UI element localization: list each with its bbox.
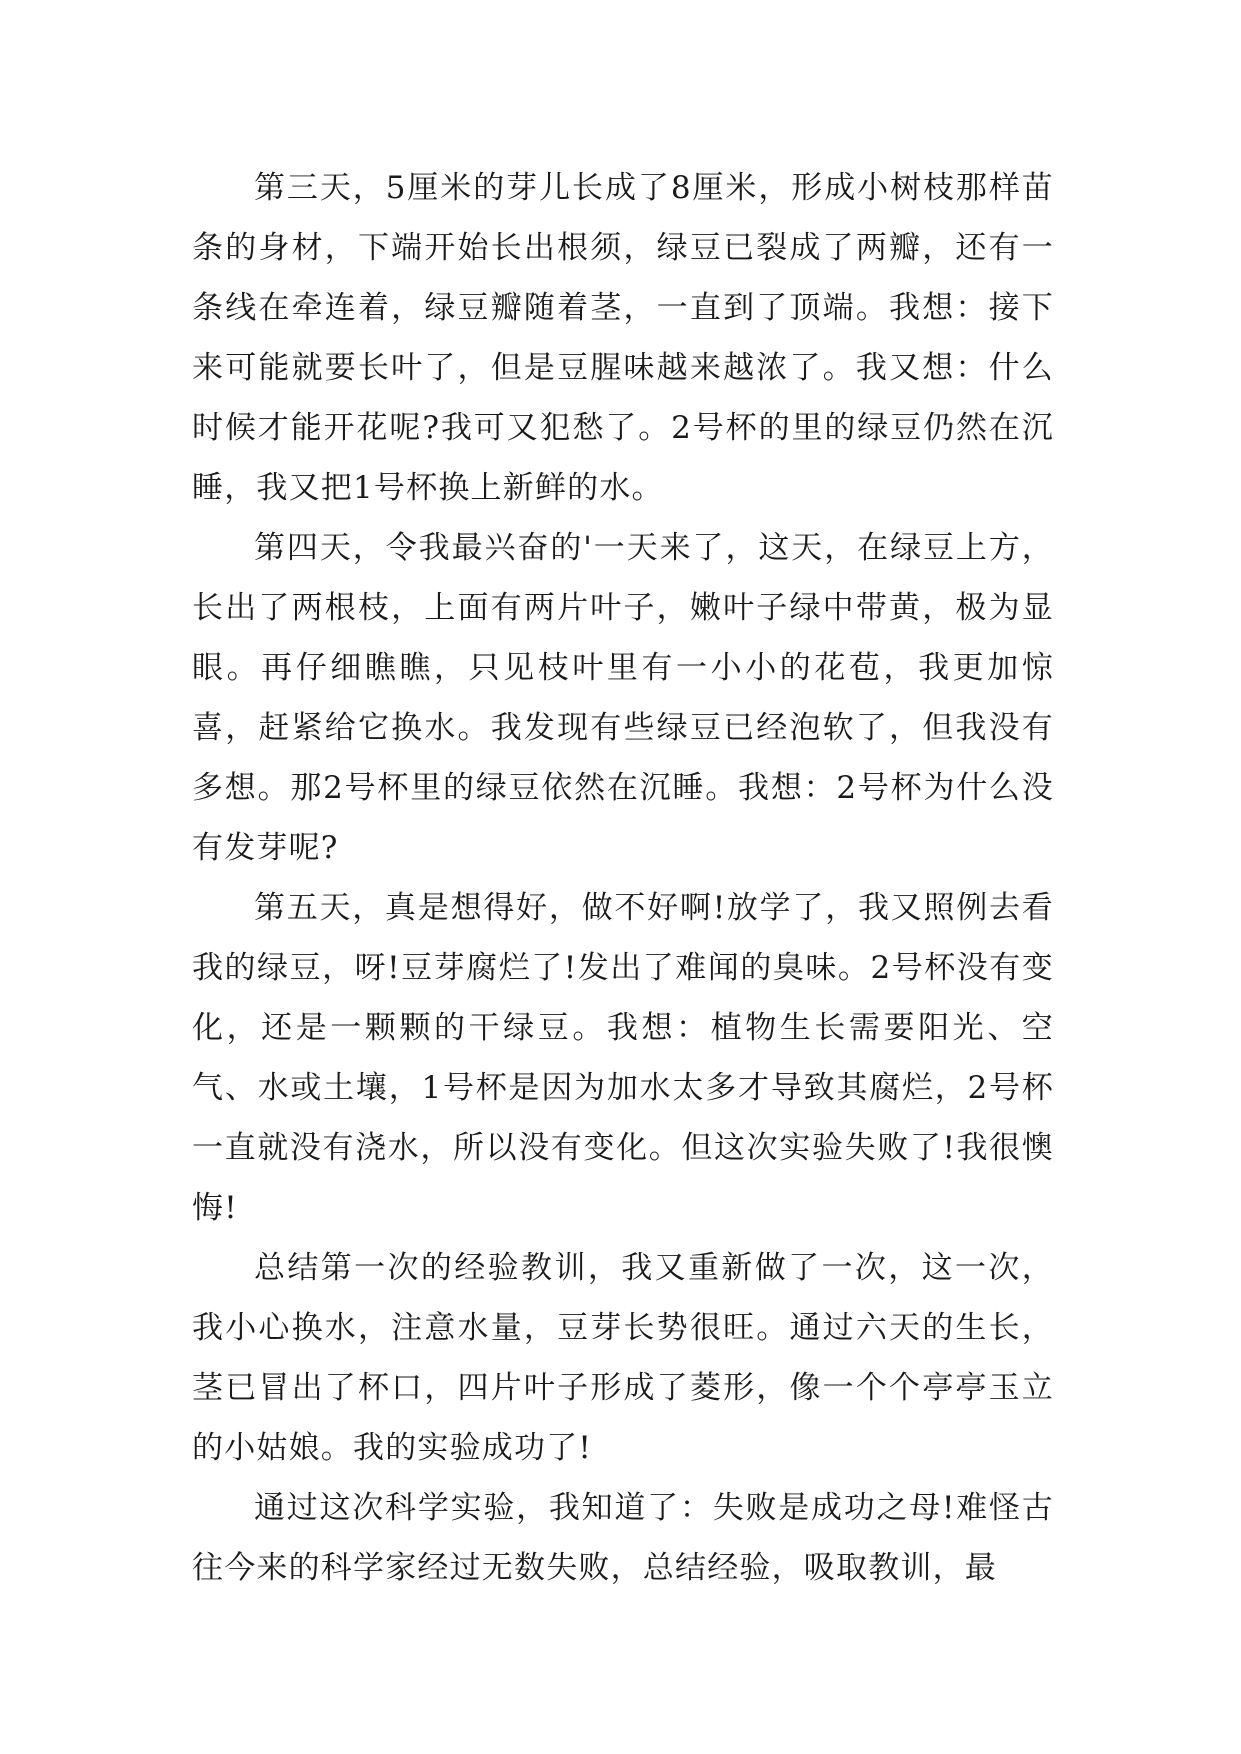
document-body: [192, 158, 1054, 1598]
paragraph-day-four: 第四天，令我最兴奋的'一天来了，这天，在绿豆上方，长出了两根枝，上面有两片叶子，嫩叶子绿中带黄，极为显眼。再仔细瞧瞧，只见枝叶里有一小小的花苞，我更加惊喜，赶紧给它换水。我发现有些绿豆已经泡软了，但我没有多想。那2号杯里的绿豆依然在沉睡。我想：2号杯为什么没有发芽呢?: [192, 530, 1054, 866]
paragraph-second-attempt: 总结第一次的经验教训，我又重新做了一次，这一次，我小心换水，注意水量，豆芽长势很旺。通过六天的生长，茎已冒出了杯口，四片叶子形成了菱形，像一个个亭亭玉立的小姑娘。我的实验成功了!: [192, 1250, 1054, 1466]
paragraph-day-five: 第五天，真是想得好，做不好啊!放学了，我又照例去看我的绿豆，呀!豆芽腐烂了!发出了难闻的臭味。2号杯没有变化，还是一颗颗的干绿豆。我想：植物生长需要阳光、空气、水或土壤，1号杯是因为加水太多才导致其腐烂，2号杯一直就没有浇水，所以没有变化。但这次实验失败了!我很懊悔!: [192, 890, 1054, 1226]
paragraph-day-three: 第三天，5厘米的芽儿长成了8厘米，形成小树枝那样苗条的身材，下端开始长出根须，绿豆已裂成了两瓣，还有一条线在牵连着，绿豆瓣随着茎，一直到了顶端。我想：接下来可能就要长叶了，但是豆腥味越来越浓了。我又想：什么时候才能开花呢?我可又犯愁了。2号杯的里的绿豆仍然在沉睡，我又把1号杯换上新鲜的水。: [192, 170, 1054, 506]
paragraph-conclusion: 通过这次科学实验，我知道了：失败是成功之母!难怪古往今来的科学家经过无数失败，总结经验，吸取教训，最: [192, 1490, 1054, 1586]
